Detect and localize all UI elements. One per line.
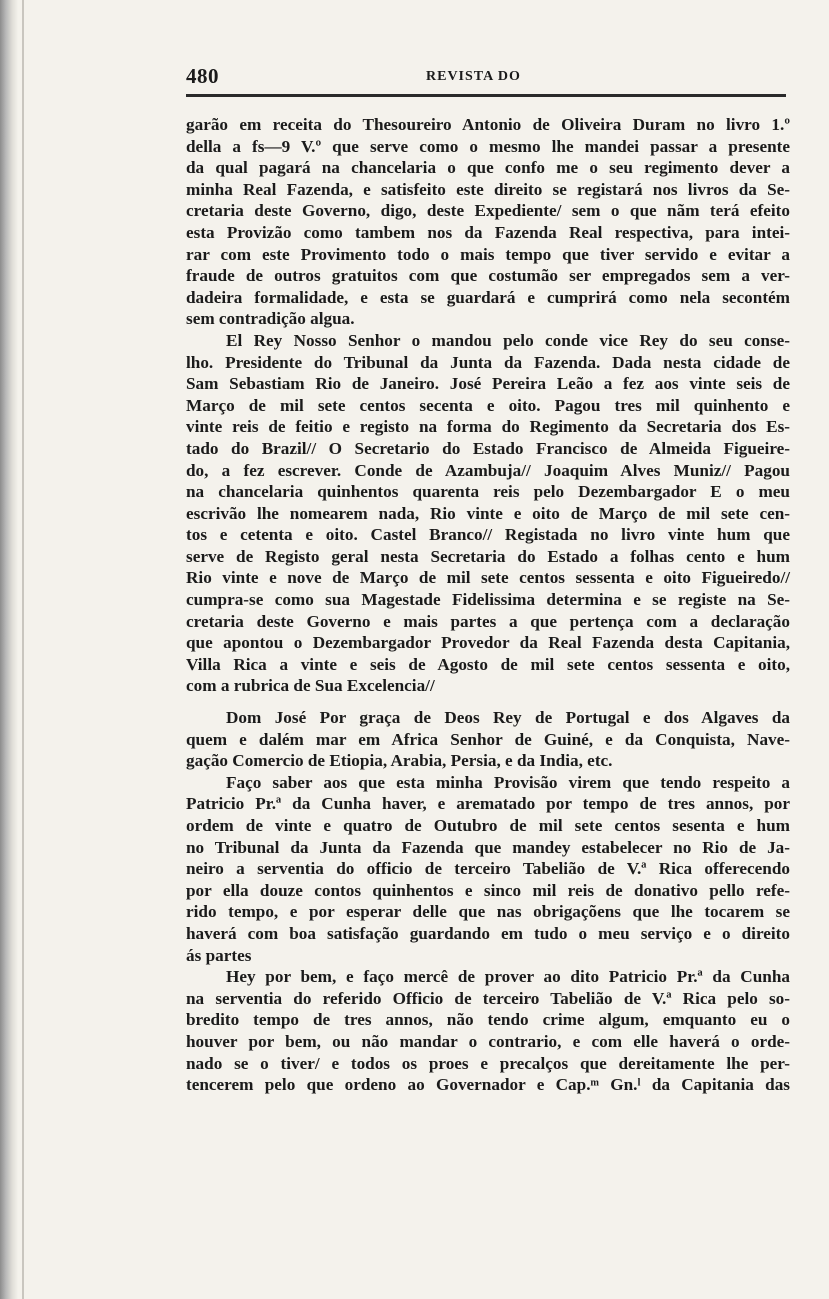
text-line: bredito tempo de tres annos, não tendo crime algum, emquanto eu o <box>186 1010 790 1030</box>
text-line: por ella douze contos quinhentos e sinco mil reis de donativo pello refe- <box>186 880 790 900</box>
text-line: fraude de outros gratuitos com que costumão ser empregados sem a ver- <box>186 266 790 286</box>
paragraph <box>186 966 790 1096</box>
text-line: El Rey Nosso Senhor o mandou pelo conde vice Rey do seu conse- <box>226 330 790 350</box>
text-line: Rio vinte e nove de Março de mil sete centos sessenta e oito Figueiredo// <box>186 568 790 588</box>
text-line: cretaria deste Governo, digo, deste Expediente/ sem o que nãm terá efeito <box>186 201 790 221</box>
text-line: Março de mil sete centos secenta e oito. Pagou tres mil quinhento e <box>186 395 790 415</box>
text-line: dadeira formalidade, e esta se guardará e cumprirá como nela secontém <box>186 287 790 307</box>
text-line: cretaria deste Governo e mais partes a que pertença com a declaração <box>186 611 790 631</box>
text-line: no Tribunal da Junta da Fazenda que mandey estabelecer no Rio de Ja- <box>186 837 790 857</box>
running-head: REVISTA DO <box>426 69 521 84</box>
paragraph <box>186 707 790 772</box>
text-line: esta Provizão como tambem nos da Fazenda Real respectiva, para intei- <box>186 222 790 242</box>
text-line: do, a fez escrever. Conde de Azambuja// Joaquim Alves Muniz// Pagou <box>186 460 790 480</box>
text-line: haverá com boa satisfação guardando em tudo o meu serviço e o direito <box>186 923 790 943</box>
text-line: tos e cetenta e oito. Castel Branco// Registada no livro vinte hum que <box>186 525 790 545</box>
text-line: na chancelaria quinhentos quarenta reis pelo Dezembargador E o meu <box>186 482 790 502</box>
header-rule <box>186 94 786 97</box>
paragraph <box>186 114 790 330</box>
text-line: minha Real Fazenda, e satisfeito este direito se registará nos livros da Se- <box>186 179 790 199</box>
text-line: houver por bem, ou não mandar o contrario, e com elle haverá o orde- <box>186 1031 790 1051</box>
text-line: ás partes <box>186 945 252 965</box>
text-line: Dom José Por graça de Deos Rey de Portugal e dos Algaves da <box>226 708 790 728</box>
text-line: tencerem pelo que ordeno ao Governador e Cap.ᵐ Gn.ˡ da Capitania das <box>186 1075 790 1095</box>
text-line: rido tempo, e por esperar delle que nas obrigaçõens que lhe tocarem se <box>186 902 790 922</box>
body-text <box>186 114 790 1096</box>
text-line: da qual pagará na chancelaria o que confo me o seu regimento dever a <box>186 158 790 178</box>
text-line: escrivão lhe nomearem nada, Rio vinte e oito de Março de mil sete cen- <box>186 503 790 523</box>
text-line: vinte reis de feitio e registo na forma do Regimento da Secretaria dos Es- <box>186 417 790 437</box>
page-number: 480 <box>186 64 219 88</box>
text-line: Hey por bem, e faço mercê de prover ao dito Patricio Pr.ª da Cunha <box>226 967 790 987</box>
text-line: nado se o tiver/ e todos os proes e precalços que dereitamente lhe per- <box>186 1053 790 1073</box>
text-line: Patricio Pr.ª da Cunha haver, e arematado por tempo de tres annos, por <box>186 794 790 814</box>
text-line: ordem de vinte e quatro de Outubro de mil sete centos sesenta e hum <box>186 816 790 835</box>
text-line: tado do Brazil// O Secretario do Estado Francisco de Almeida Figueire- <box>186 438 790 458</box>
text-line: garão em receita do Thesoureiro Antonio de Oliveira Duram no livro 1.º <box>186 115 790 134</box>
paragraph <box>186 772 790 966</box>
text-line: cumpra-se como sua Magestade Fidelissima determina e se registe na Se- <box>186 590 790 610</box>
page-gutter-shadow <box>0 0 18 1299</box>
text-line: rar com este Provimento todo o mais tempo que tiver servido e evitar a <box>186 244 790 264</box>
text-line: Villa Rica a vinte e seis de Agosto de mil sete centos sessenta e oito, <box>186 654 790 674</box>
text-line: della a fs—9 V.º que serve como o mesmo lhe mandei passar a presente <box>186 136 790 156</box>
text-line: serve de Registo geral nesta Secretaria do Estado a folhas cento e hum <box>186 546 790 566</box>
text-line: sem contradição algua. <box>186 309 355 329</box>
text-line: lho. Presidente do Tribunal da Junta da Fazenda. Dada nesta cidade de <box>186 352 790 372</box>
text-line: quem e dalém mar em Africa Senhor de Guiné, e da Conquista, Nave- <box>186 729 790 749</box>
paragraph <box>186 330 790 697</box>
text-line: na serventia do referido Officio de terceiro Tabelião de V.ª Rica pelo so- <box>186 988 790 1008</box>
text-line: que apontou o Dezembargador Provedor da Real Fazenda desta Capitania, <box>186 633 790 653</box>
text-line: com a rubrica de Sua Excelencia// <box>186 676 435 696</box>
text-line: Sam Sebastiam Rio de Janeiro. José Pereira Leão a fez aos vinte seis de <box>186 374 790 394</box>
binding-line <box>22 0 24 1299</box>
text-line: gação Comercio de Etiopia, Arabia, Persia, e da India, etc. <box>186 751 613 771</box>
text-line: Faço saber aos que esta minha Provisão virem que tendo respeito a <box>226 772 790 792</box>
text-line: neiro a serventia do officio de terceiro Tabelião de V.ª Rica offerecendo <box>186 859 790 879</box>
page-header <box>186 64 786 90</box>
